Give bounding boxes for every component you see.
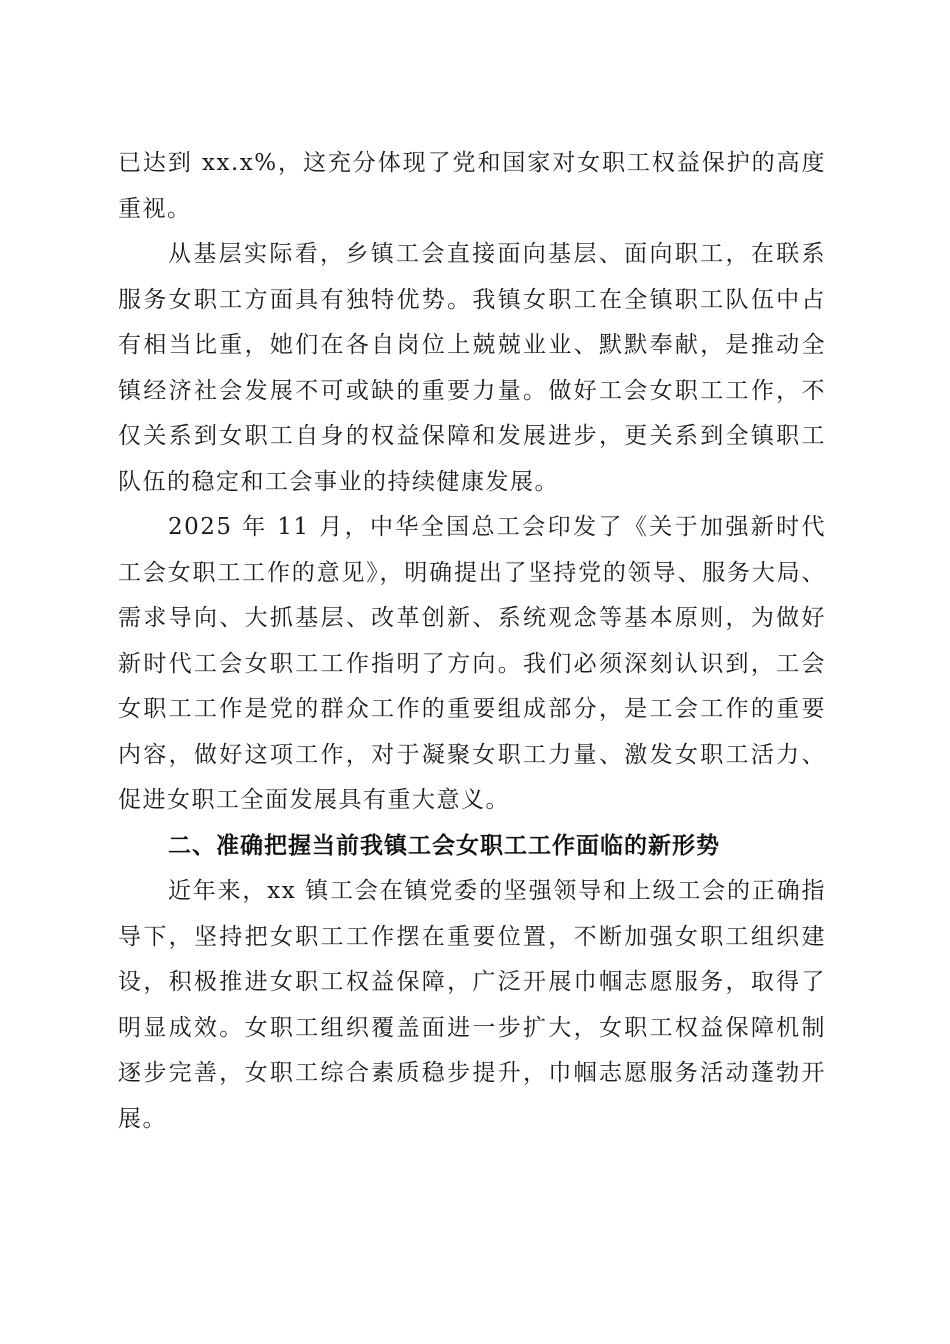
section-heading: 二、准确把握当前我镇工会女职工工作面临的新形势	[168, 832, 720, 859]
document-body	[118, 141, 826, 1142]
paragraph-recent-years: 近年来，xx 镇工会在镇党委的坚强领导和上级工会的正确指导下，坚持把女职工工作摆在重要位置，不断加强女职工组织建设，积极推进女职工权益保障，广泛开展巾帼志愿服务，取得了明显成效。女职工组织覆盖面进一步扩大，女职工权益保障机制逐步完善，女职工综合素质稳步提升，巾帼志愿服务活动蓬勃开展。	[118, 878, 826, 1132]
paragraph-grassroots: 从基层实际看，乡镇工会直接面向基层、面向职工，在联系服务女职工方面具有独特优势。我镇女职工在全镇职工队伍中占有相当比重，她们在各自岗位上兢兢业业、默默奉献，是推动全镇经济社会发展不可或缺的重要力量。做好工会女职工工作，不仅关系到女职工自身的权益保障和发展进步，更关系到全镇职工队伍的稳定和工会事业的持续健康发展。	[118, 241, 826, 495]
paragraph-acftu-opinion: 2025 年 11 月，中华全国总工会印发了《关于加强新时代工会女职工工作的意见》，明确提出了坚持党的领导、服务大局、需求导向、大抓基层、改革创新、系统观念等基本原则，为做好新时代工会女职工工作指明了方向。我们必须深刻认识到，工会女职工工作是党的群众工作的重要组成部分，是工会工作的重要内容，做好这项工作，对于凝聚女职工力量、激发女职工活力、促进女职工全面发展具有重大意义。	[118, 514, 826, 813]
paragraph-continuation: 已达到 xx.x%，这充分体现了党和国家对女职工权益保护的高度重视。	[118, 150, 826, 222]
